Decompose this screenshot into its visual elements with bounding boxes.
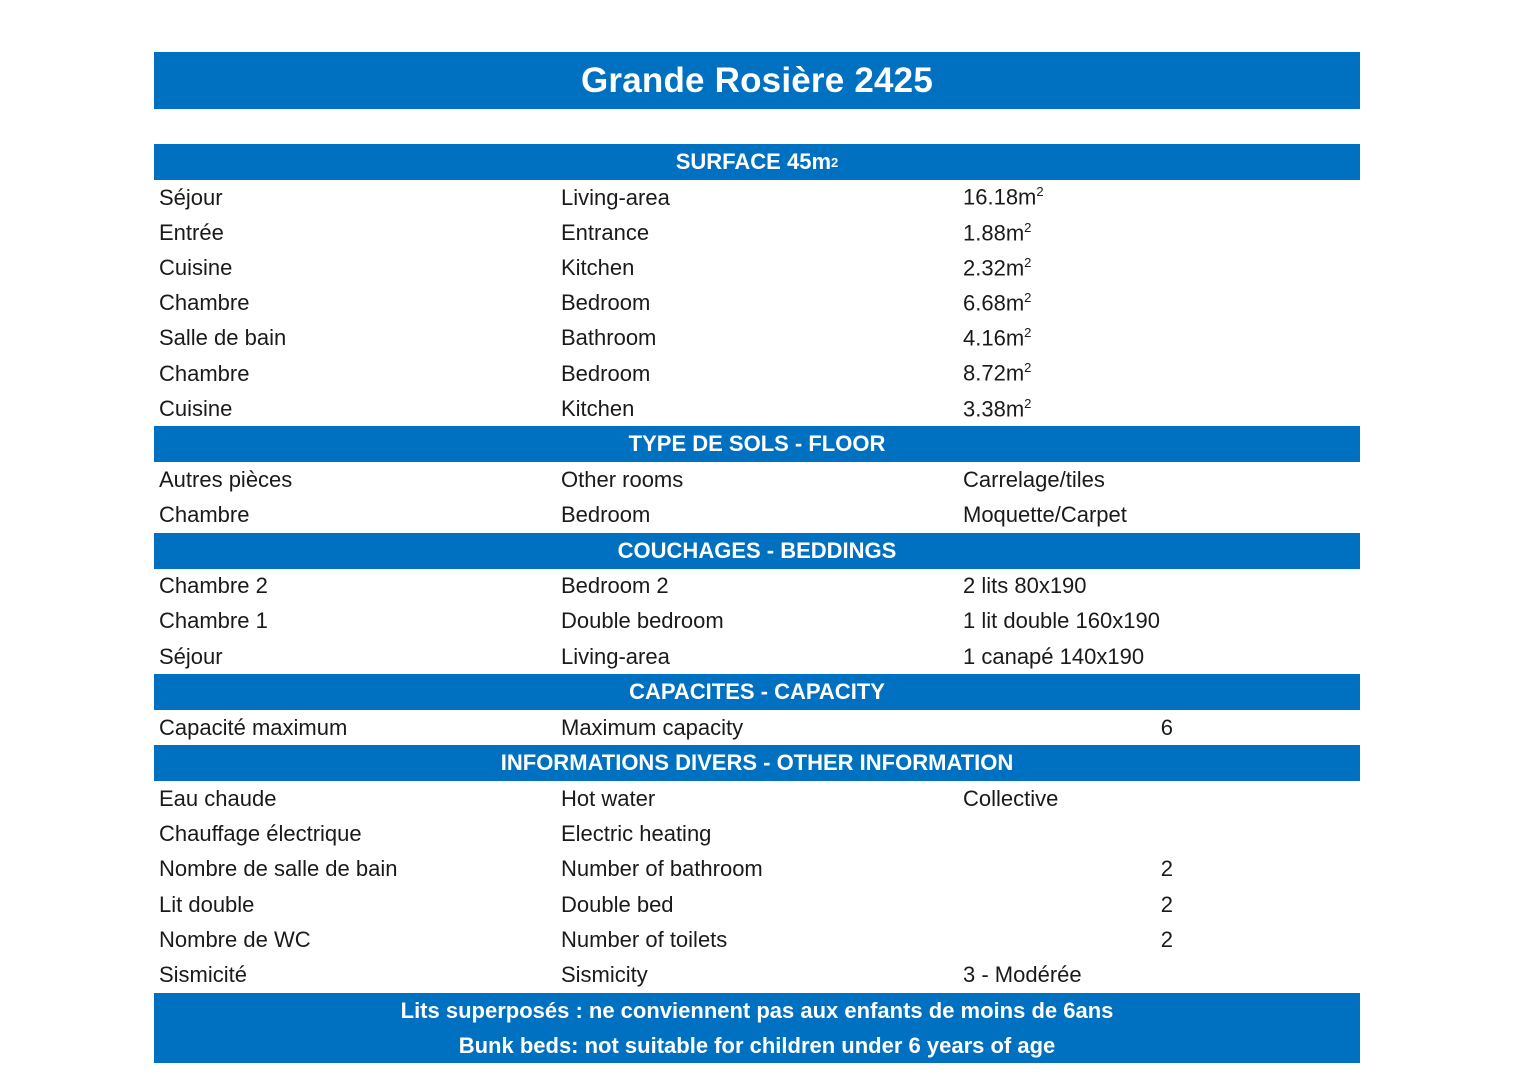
label-en: Number of toilets bbox=[561, 926, 728, 952]
value-cell bbox=[958, 786, 1360, 812]
value-text: 3.38m bbox=[963, 395, 1025, 421]
table-row bbox=[154, 180, 1360, 215]
table-row bbox=[154, 391, 1360, 426]
label-en: Entrance bbox=[561, 219, 650, 245]
unit-superscript: 2 bbox=[1024, 395, 1032, 411]
label-en: Number of bathroom bbox=[561, 856, 763, 882]
table-row bbox=[154, 604, 1360, 639]
section-header-text: COUCHAGES - BEDDINGS bbox=[617, 537, 897, 563]
label-fr: Nombre de salle de bain bbox=[159, 856, 398, 882]
value-cell bbox=[958, 573, 1360, 599]
value-cell bbox=[958, 892, 1360, 918]
value-text: 3 - Modérée bbox=[963, 961, 1082, 987]
value-cell bbox=[958, 608, 1360, 634]
table-row bbox=[154, 215, 1360, 250]
table-row bbox=[154, 498, 1360, 533]
label-fr: Chambre 2 bbox=[159, 573, 268, 599]
label-en: Electric heating bbox=[561, 821, 712, 847]
spacer bbox=[154, 109, 1360, 144]
value-text: Moquette/Carpet bbox=[963, 502, 1127, 528]
value-text: 1 canapé 140x190 bbox=[963, 643, 1145, 669]
value-cell bbox=[958, 255, 1360, 281]
table-row bbox=[154, 321, 1360, 356]
numeric-value: 6 bbox=[1160, 714, 1173, 740]
section-header-floor bbox=[154, 426, 1360, 462]
label-fr: Capacité maximum bbox=[159, 714, 348, 740]
value-cell bbox=[958, 220, 1360, 246]
section-header-text: INFORMATIONS DIVERS - OTHER INFORMATION bbox=[500, 750, 1014, 776]
table-row bbox=[154, 852, 1360, 887]
info-sheet bbox=[154, 52, 1360, 1063]
label-en: Sismicity bbox=[561, 961, 648, 987]
table-row bbox=[154, 569, 1360, 604]
sections-table bbox=[154, 144, 1360, 993]
label-en: Bedroom 2 bbox=[561, 573, 669, 599]
label-fr: Cuisine bbox=[159, 254, 233, 280]
section-header-surface bbox=[154, 144, 1360, 180]
unit-superscript: 2 bbox=[1024, 360, 1032, 376]
label-fr: Chambre bbox=[159, 290, 250, 316]
table-row bbox=[154, 356, 1360, 391]
value-text: 4.16m bbox=[963, 325, 1025, 351]
numeric-value: 2 bbox=[1160, 926, 1173, 952]
label-en: Hot water bbox=[561, 786, 656, 812]
label-en: Bedroom bbox=[561, 502, 651, 528]
value-text: 2.32m bbox=[963, 255, 1025, 281]
footer-notice bbox=[154, 993, 1360, 1063]
numeric-value: 2 bbox=[1160, 856, 1173, 882]
value-cell bbox=[958, 467, 1360, 493]
label-fr: Séjour bbox=[159, 184, 223, 210]
title-bar bbox=[154, 52, 1360, 109]
table-row bbox=[154, 250, 1360, 285]
label-fr: Chauffage électrique bbox=[159, 821, 362, 847]
section-header-superscript: 2 bbox=[831, 154, 839, 170]
label-fr: Chambre 1 bbox=[159, 608, 268, 634]
value-text: 1.88m bbox=[963, 219, 1025, 245]
label-en: Double bed bbox=[561, 891, 674, 917]
value-text: Carrelage/tiles bbox=[963, 466, 1105, 492]
value-cell bbox=[958, 396, 1360, 422]
footer-line-en: Bunk beds: not suitable for children under 6 years of age bbox=[458, 1032, 1056, 1058]
label-en: Kitchen bbox=[561, 395, 635, 421]
section-header-capacity bbox=[154, 674, 1360, 710]
unit-superscript: 2 bbox=[1024, 289, 1032, 305]
unit-superscript: 2 bbox=[1024, 219, 1032, 235]
label-fr: Entrée bbox=[159, 219, 224, 245]
table-row bbox=[154, 639, 1360, 674]
value-cell bbox=[958, 962, 1360, 988]
label-en: Bedroom bbox=[561, 360, 651, 386]
table-row bbox=[154, 887, 1360, 922]
label-fr: Chambre bbox=[159, 360, 250, 386]
section-header-text: TYPE DE SOLS - FLOOR bbox=[628, 431, 886, 457]
unit-superscript: 2 bbox=[1036, 184, 1044, 200]
value-text: 2 lits 80x190 bbox=[963, 573, 1087, 599]
table-row bbox=[154, 922, 1360, 957]
label-fr: Sismicité bbox=[159, 961, 248, 987]
table-row bbox=[154, 462, 1360, 497]
value-text: 16.18m bbox=[963, 184, 1037, 210]
value-cell bbox=[958, 856, 1360, 882]
label-en: Bedroom bbox=[561, 290, 651, 316]
label-fr: Chambre bbox=[159, 502, 250, 528]
label-en: Maximum capacity bbox=[561, 714, 744, 740]
value-cell bbox=[958, 502, 1360, 528]
value-cell bbox=[958, 715, 1360, 741]
unit-superscript: 2 bbox=[1024, 254, 1032, 270]
label-en: Living-area bbox=[561, 643, 670, 669]
label-en: Kitchen bbox=[561, 254, 635, 280]
label-en: Living-area bbox=[561, 184, 670, 210]
table-row bbox=[154, 957, 1360, 992]
section-header-other bbox=[154, 745, 1360, 781]
label-fr: Eau chaude bbox=[159, 786, 277, 812]
value-text: Collective bbox=[963, 786, 1059, 812]
table-row bbox=[154, 781, 1360, 816]
value-cell bbox=[958, 644, 1360, 670]
value-cell bbox=[958, 184, 1360, 210]
value-text: 1 lit double 160x190 bbox=[963, 608, 1160, 634]
value-text: 8.72m bbox=[963, 360, 1025, 386]
label-fr: Autres pièces bbox=[159, 466, 293, 492]
unit-superscript: 2 bbox=[1024, 325, 1032, 341]
value-cell bbox=[958, 325, 1360, 351]
section-header-text: CAPACITES - CAPACITY bbox=[629, 679, 885, 705]
table-row bbox=[154, 817, 1360, 852]
label-en: Other rooms bbox=[561, 466, 684, 492]
label-fr: Nombre de WC bbox=[159, 926, 311, 952]
value-text: 6.68m bbox=[963, 290, 1025, 316]
label-fr: Cuisine bbox=[159, 395, 233, 421]
table-row bbox=[154, 710, 1360, 745]
section-header-text: SURFACE 45m bbox=[675, 149, 832, 174]
label-fr: Salle de bain bbox=[159, 325, 287, 351]
footer-line-fr: Lits superposés : ne conviennent pas aux enfants de moins de 6ans bbox=[400, 997, 1114, 1023]
numeric-value: 2 bbox=[1160, 891, 1173, 917]
value-cell bbox=[958, 290, 1360, 316]
label-fr: Lit double bbox=[159, 891, 255, 917]
label-en: Double bedroom bbox=[561, 608, 724, 634]
label-en: Bathroom bbox=[561, 325, 657, 351]
page-title: Grande Rosière 2425 bbox=[580, 60, 934, 100]
table-row bbox=[154, 286, 1360, 321]
value-cell bbox=[958, 360, 1360, 386]
label-fr: Séjour bbox=[159, 643, 223, 669]
value-cell bbox=[958, 927, 1360, 953]
section-header-beddings bbox=[154, 533, 1360, 569]
